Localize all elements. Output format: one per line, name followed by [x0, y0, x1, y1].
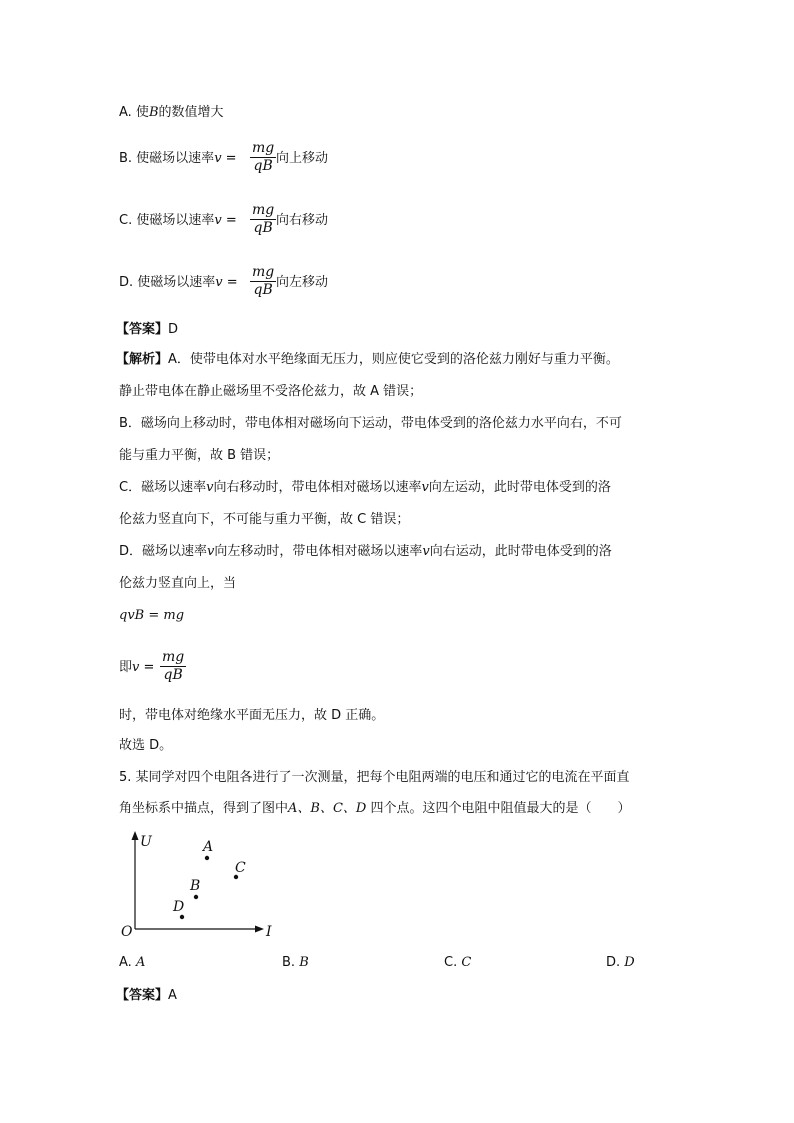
option-d-eq: = — [222, 275, 238, 290]
point-a — [205, 856, 209, 860]
point-b — [194, 895, 198, 899]
point-b-label: B — [190, 878, 201, 894]
fraction-numerator: mg — [252, 264, 275, 280]
answer-value: D — [168, 322, 179, 337]
q5-option-c — [444, 954, 471, 972]
analysis-line-3: B．磁场向上移动时，带电体相对磁场向下运动，带电体受到的洛伦兹力水平向右，不可 — [119, 416, 622, 431]
option-d-var: v — [215, 275, 223, 290]
option-c-text: C. 使磁场以速率 — [119, 213, 215, 228]
option-prefix: D. — [606, 955, 625, 970]
x-axis-label: I — [266, 924, 272, 940]
option-a-suffix: 的数值增大 — [158, 105, 224, 120]
text-segment: C．磁场以速率 — [119, 480, 207, 495]
answer-value: A — [168, 988, 177, 1003]
fraction-denominator: qB — [253, 282, 273, 298]
text-segment: 向左移动时，带电体相对磁场以速率 — [214, 544, 423, 559]
option-prefix: B. — [282, 955, 300, 970]
text-segment: 向左运动，此时带电体受到的洛 — [428, 480, 611, 495]
analysis-line-8: 伦兹力竖直向上，当 — [119, 576, 237, 591]
option-b-eq: = — [221, 151, 237, 166]
option-c-eq: = — [221, 213, 237, 228]
fraction-numerator: mg — [252, 202, 275, 218]
analysis-line-6: 伦兹力竖直向下，不可能与重力平衡，故 C 错误； — [119, 512, 410, 527]
option-value: B — [299, 955, 309, 970]
option-c-suffix: 向右移动 — [276, 213, 329, 228]
option-a-text: A. 使 — [119, 105, 149, 120]
point-d-label: D — [173, 899, 185, 915]
option-value: D — [624, 955, 635, 970]
q5-option-a — [119, 954, 145, 972]
var-v: v — [132, 660, 140, 675]
analysis-line-11: 故选 D。 — [119, 738, 173, 753]
fraction-denominator: qB — [253, 220, 273, 236]
answer-label: 【答案】 — [116, 322, 169, 337]
x-axis-arrow — [255, 926, 264, 933]
fraction-denominator: qB — [163, 667, 183, 683]
option-prefix: A. — [119, 955, 136, 970]
origin-label: O — [121, 924, 133, 940]
option-d-text: D. 使磁场以速率 — [119, 275, 216, 290]
option-d-suffix: 向左移动 — [276, 275, 329, 290]
answer-label: 【答案】 — [116, 988, 169, 1003]
formula-qvb-mg: qvB = mg — [119, 608, 185, 623]
analysis-line-2: 静止带电体在静止磁场里不受洛伦兹力，故 A 错误； — [119, 384, 423, 399]
text-segment: 四个点。这四个电阻中阻值最大的是（ ） — [366, 801, 631, 816]
analysis-line-4: 能与重力平衡，故 B 错误； — [119, 448, 280, 463]
option-value: A — [135, 955, 146, 970]
option-b-suffix: 向上移动 — [276, 151, 329, 166]
y-axis-label: U — [140, 834, 152, 850]
option-b-text: B. 使磁场以速率 — [119, 151, 215, 166]
var-v: v — [206, 480, 214, 495]
var-v: v — [421, 480, 429, 495]
point-labels: A、B、C、D — [288, 801, 367, 816]
option-value: C — [461, 955, 472, 970]
point-a-label: A — [203, 839, 214, 855]
fraction-numerator: mg — [252, 140, 275, 156]
fraction-numerator: mg — [162, 649, 185, 665]
var-v: v — [207, 544, 215, 559]
ji-text: 即 — [119, 660, 133, 675]
answer-q5 — [116, 987, 177, 1005]
option-a-var: B — [148, 105, 159, 120]
text-segment: 向右移动时，带电体相对磁场以速率 — [213, 480, 422, 495]
fraction-denominator: qB — [253, 158, 273, 174]
eq-sign: = — [139, 660, 155, 675]
question-5-line-1: 5. 某同学对四个电阻各进行了一次测量，把每个电阻两端的电压和通过它的电流在平面直 — [119, 770, 630, 785]
point-d — [180, 915, 184, 919]
var-v: v — [422, 544, 430, 559]
option-prefix: C. — [444, 955, 462, 970]
text-segment: 角坐标系中描点，得到了图中 — [119, 801, 289, 816]
option-c-var: v — [214, 213, 222, 228]
q5-option-d — [606, 954, 635, 972]
option-b-var: v — [214, 151, 222, 166]
y-axis-arrow — [132, 831, 139, 840]
analysis-line-10: 时，带电体对绝缘水平面无压力，故 D 正确。 — [119, 708, 385, 723]
point-c-label: C — [235, 860, 246, 876]
text-segment: 向右运动，此时带电体受到的洛 — [429, 544, 612, 559]
q5-option-b — [282, 954, 309, 972]
analysis-text: A．使带电体对水平绝缘面无压力，则应使它受到的洛伦兹力刚好与重力平衡。 — [168, 352, 619, 367]
analysis-label: 【解析】 — [116, 352, 169, 367]
text-segment: D．磁场以速率 — [119, 544, 208, 559]
